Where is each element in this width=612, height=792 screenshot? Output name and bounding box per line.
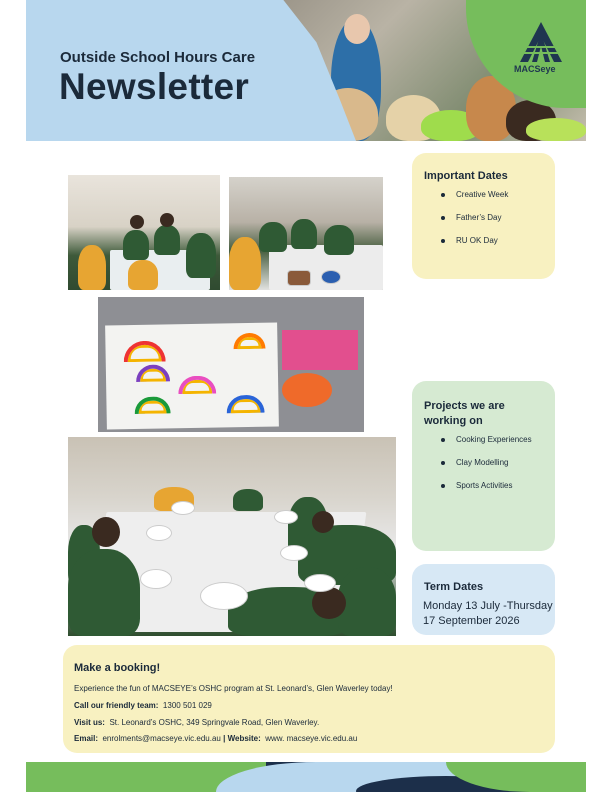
logo-text: MACSeye <box>514 64 556 74</box>
phone-number[interactable]: 1300 501 029 <box>162 701 212 710</box>
important-dates-box <box>412 153 555 279</box>
term-dates-line2: 17 September 2026 <box>423 615 520 627</box>
important-dates-list <box>424 191 508 260</box>
website-label: Website: <box>227 734 261 743</box>
term-dates-box <box>412 564 555 635</box>
visit-label: Visit us: <box>74 718 105 727</box>
header-subtitle: Outside School Hours Care <box>60 49 256 66</box>
booking-intro: Experience the fun of MACSEYE’s OSHC program at St. Leonard’s, Glen Waverley today! <box>74 684 393 693</box>
website-link[interactable]: www. macseye.vic.edu.au <box>265 734 358 743</box>
projects-title-line2: working on <box>424 415 483 427</box>
list-item: Cooking Experiences <box>424 436 532 444</box>
important-dates-title: Important Dates <box>424 170 508 182</box>
projects-list <box>424 436 532 505</box>
projects-box <box>412 381 555 551</box>
booking-call <box>74 701 212 710</box>
booking-visit <box>74 718 319 727</box>
newsletter-header <box>26 0 586 141</box>
booking-title: Make a booking! <box>74 662 161 674</box>
projects-title-line1: Projects we are <box>424 400 505 412</box>
list-item: Father’s Day <box>424 214 508 222</box>
separator: | <box>223 734 226 743</box>
term-dates-text <box>423 599 553 629</box>
call-label: Call our friendly team: <box>74 701 159 710</box>
term-dates-title: Term Dates <box>424 581 484 593</box>
email-label: Email: <box>74 734 99 743</box>
footer-decoration <box>26 762 586 792</box>
macseye-logo-icon <box>518 22 564 64</box>
booking-contact <box>74 734 357 743</box>
term-dates-line1: Monday 13 July -Thursday <box>423 600 553 612</box>
photo-artwork-rainbows <box>98 297 364 432</box>
address: St. Leonard’s OSHC, 349 Springvale Road, Glen Waverley. <box>109 718 320 727</box>
list-item: Sports Activities <box>424 482 532 490</box>
photo-children-at-table <box>68 175 220 290</box>
photo-children-crafting <box>229 177 383 290</box>
list-item: Clay Modelling <box>424 459 532 467</box>
photo-cooking-experience <box>68 437 396 636</box>
email-link[interactable]: enrolments@macseye.vic.edu.au <box>102 734 221 743</box>
list-item: Creative Week <box>424 191 508 199</box>
page-title: Newsletter <box>59 66 250 107</box>
list-item: RU OK Day <box>424 237 508 245</box>
booking-box <box>63 645 555 753</box>
